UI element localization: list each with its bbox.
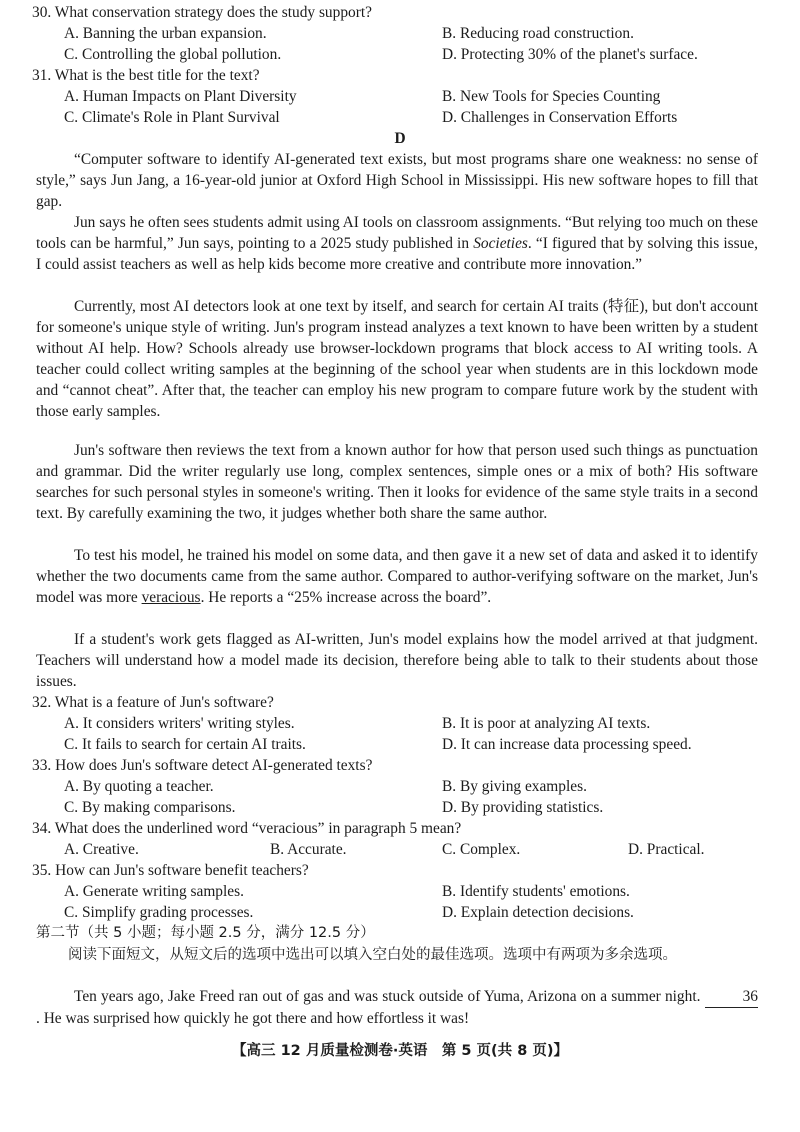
question-33-option-a: A. By quoting a teacher. [64, 778, 214, 795]
passage-paragraph-1: “Computer software to identify AI-generated text exists, but most programs share one weakness: no sense of style,” says Jun Jang, a 16-year-old junior at Oxford High School in Mississippi. His new software hopes to fill that gap. [36, 151, 758, 210]
question-34-option-d: D. Practical. [628, 841, 705, 858]
question-31-option-b: B. New Tools for Species Counting [442, 88, 661, 105]
question-34-option-b: B. Accurate. [270, 841, 347, 858]
question-30-option-b: B. Reducing road construction. [442, 25, 634, 42]
passage-paragraph-4: Jun's software then reviews the text from a known author for how that person used such things as punctuation and grammar. Did the writer regularly use long, complex sentences, simple ones or a mix of both? His software searches for such personal styles in someone's writing. Then it looks for evidence of the same style traits in a second text. By carefully examining the two, it judges whether both share the same author. [36, 442, 758, 522]
passage-paragraph-3: Currently, most AI detectors look at one text by itself, and search for certain AI traits (特征), but don't account for someone's unique style of writing. Jun's program instead analyzes a text known to have been written by a student without AI help. How? Schools already use browser-lockdown programs that block access to AI writing tools. A teacher could collect writing samples at the beginning of the school year when students are in this lockdown mode and “cannot cheat”. After that, the teacher can employ his new program to compare future work by the student with those early samples. [36, 298, 758, 420]
question-31-option-d: D. Challenges in Conservation Efforts [442, 109, 678, 126]
question-32-option-d: D. It can increase data processing speed. [442, 736, 692, 753]
passage-paragraph-5-part-2: . He reports a “25% increase across the board”. [200, 589, 492, 606]
question-32-option-b: B. It is poor at analyzing AI texts. [442, 715, 651, 732]
question-32-option-c: C. It fails to search for certain AI traits. [64, 736, 306, 753]
passage-paragraph-2 [36, 212, 758, 275]
question-30-stem: 30. What conservation strategy does the study support? [32, 4, 372, 21]
passage-paragraph-5 [36, 545, 758, 608]
question-33-stem: 33. How does Jun's software detect AI-generated texts? [32, 757, 373, 774]
question-35-option-a: A. Generate writing samples. [64, 883, 244, 900]
section-letter: D [394, 130, 406, 147]
passage-paragraph-5-part-1: To test his model, he trained his model on some data, and then gave it a new set of data and asked it to identify whether the two documents came from the same author. Compared to author-verifying software on the market, Jun's model was more [36, 547, 758, 606]
question-35-option-c: C. Simplify grading processes. [64, 904, 254, 921]
answer-blank-36: 36 [705, 986, 758, 1008]
question-32-option-a: A. It considers writers' writing styles. [64, 715, 295, 732]
passage-paragraph-2-part-1: Jun says he often sees students admit using AI tools on classroom assignments. “But relying too much on these tools can be harmful,” Jun says, pointing to a 2025 study published in [36, 214, 758, 252]
journal-title: Societies [473, 235, 528, 252]
part-2-passage-part-2: . He was surprised how quickly he got there and how effortless it was! [36, 1010, 470, 1027]
question-35-option-d: D. Explain detection decisions. [442, 904, 634, 921]
part-2-passage-part-1: Ten years ago, Jake Freed ran out of gas and was stuck outside of Yuma, Arizona on a summer night. [74, 988, 705, 1005]
part-2-passage [36, 986, 758, 1029]
question-34-option-c: C. Complex. [442, 841, 521, 858]
question-31-stem: 31. What is the best title for the text? [32, 67, 260, 84]
passage-paragraph-2-part-2: . “I figured that by solving this issue, I could assist teachers as well as help kids become more creative and contribute more innovation.” [36, 235, 758, 273]
question-34-option-a: A. Creative. [64, 841, 139, 858]
underlined-word: veracious [141, 589, 201, 606]
question-35-stem: 35. How can Jun's software benefit teachers? [32, 862, 309, 879]
question-35-option-b: B. Identify students' emotions. [442, 883, 630, 900]
question-31-option-a: A. Human Impacts on Plant Diversity [64, 88, 297, 105]
question-30-option-a: A. Banning the urban expansion. [64, 25, 267, 42]
question-33-option-b: B. By giving examples. [442, 778, 587, 795]
page-footer: 【高三 12 月质量检测卷·英语 第 5 页(共 8 页)】 [232, 1043, 568, 1059]
part-2-instruction: 阅读下面短文，从短文后的选项中选出可以填入空白处的最佳选项。选项中有两项为多余选项。 [68, 947, 677, 963]
part-2-heading: 第二节（共 5 小题；每小题 2.5 分，满分 12.5 分） [36, 925, 375, 941]
question-30-option-d: D. Protecting 30% of the planet's surface. [442, 46, 698, 63]
question-32-stem: 32. What is a feature of Jun's software? [32, 694, 274, 711]
question-33-option-d: D. By providing statistics. [442, 799, 604, 816]
passage-paragraph-6: If a student's work gets flagged as AI-written, Jun's model explains how the model arrived at that judgment. Teachers will understand how a model made its decision, therefore being able to talk to their students about those issues. [36, 631, 758, 690]
question-30-option-c: C. Controlling the global pollution. [64, 46, 282, 63]
question-34-stem: 34. What does the underlined word “veracious” in paragraph 5 mean? [32, 820, 462, 837]
question-33-option-c: C. By making comparisons. [64, 799, 236, 816]
question-31-option-c: C. Climate's Role in Plant Survival [64, 109, 280, 126]
